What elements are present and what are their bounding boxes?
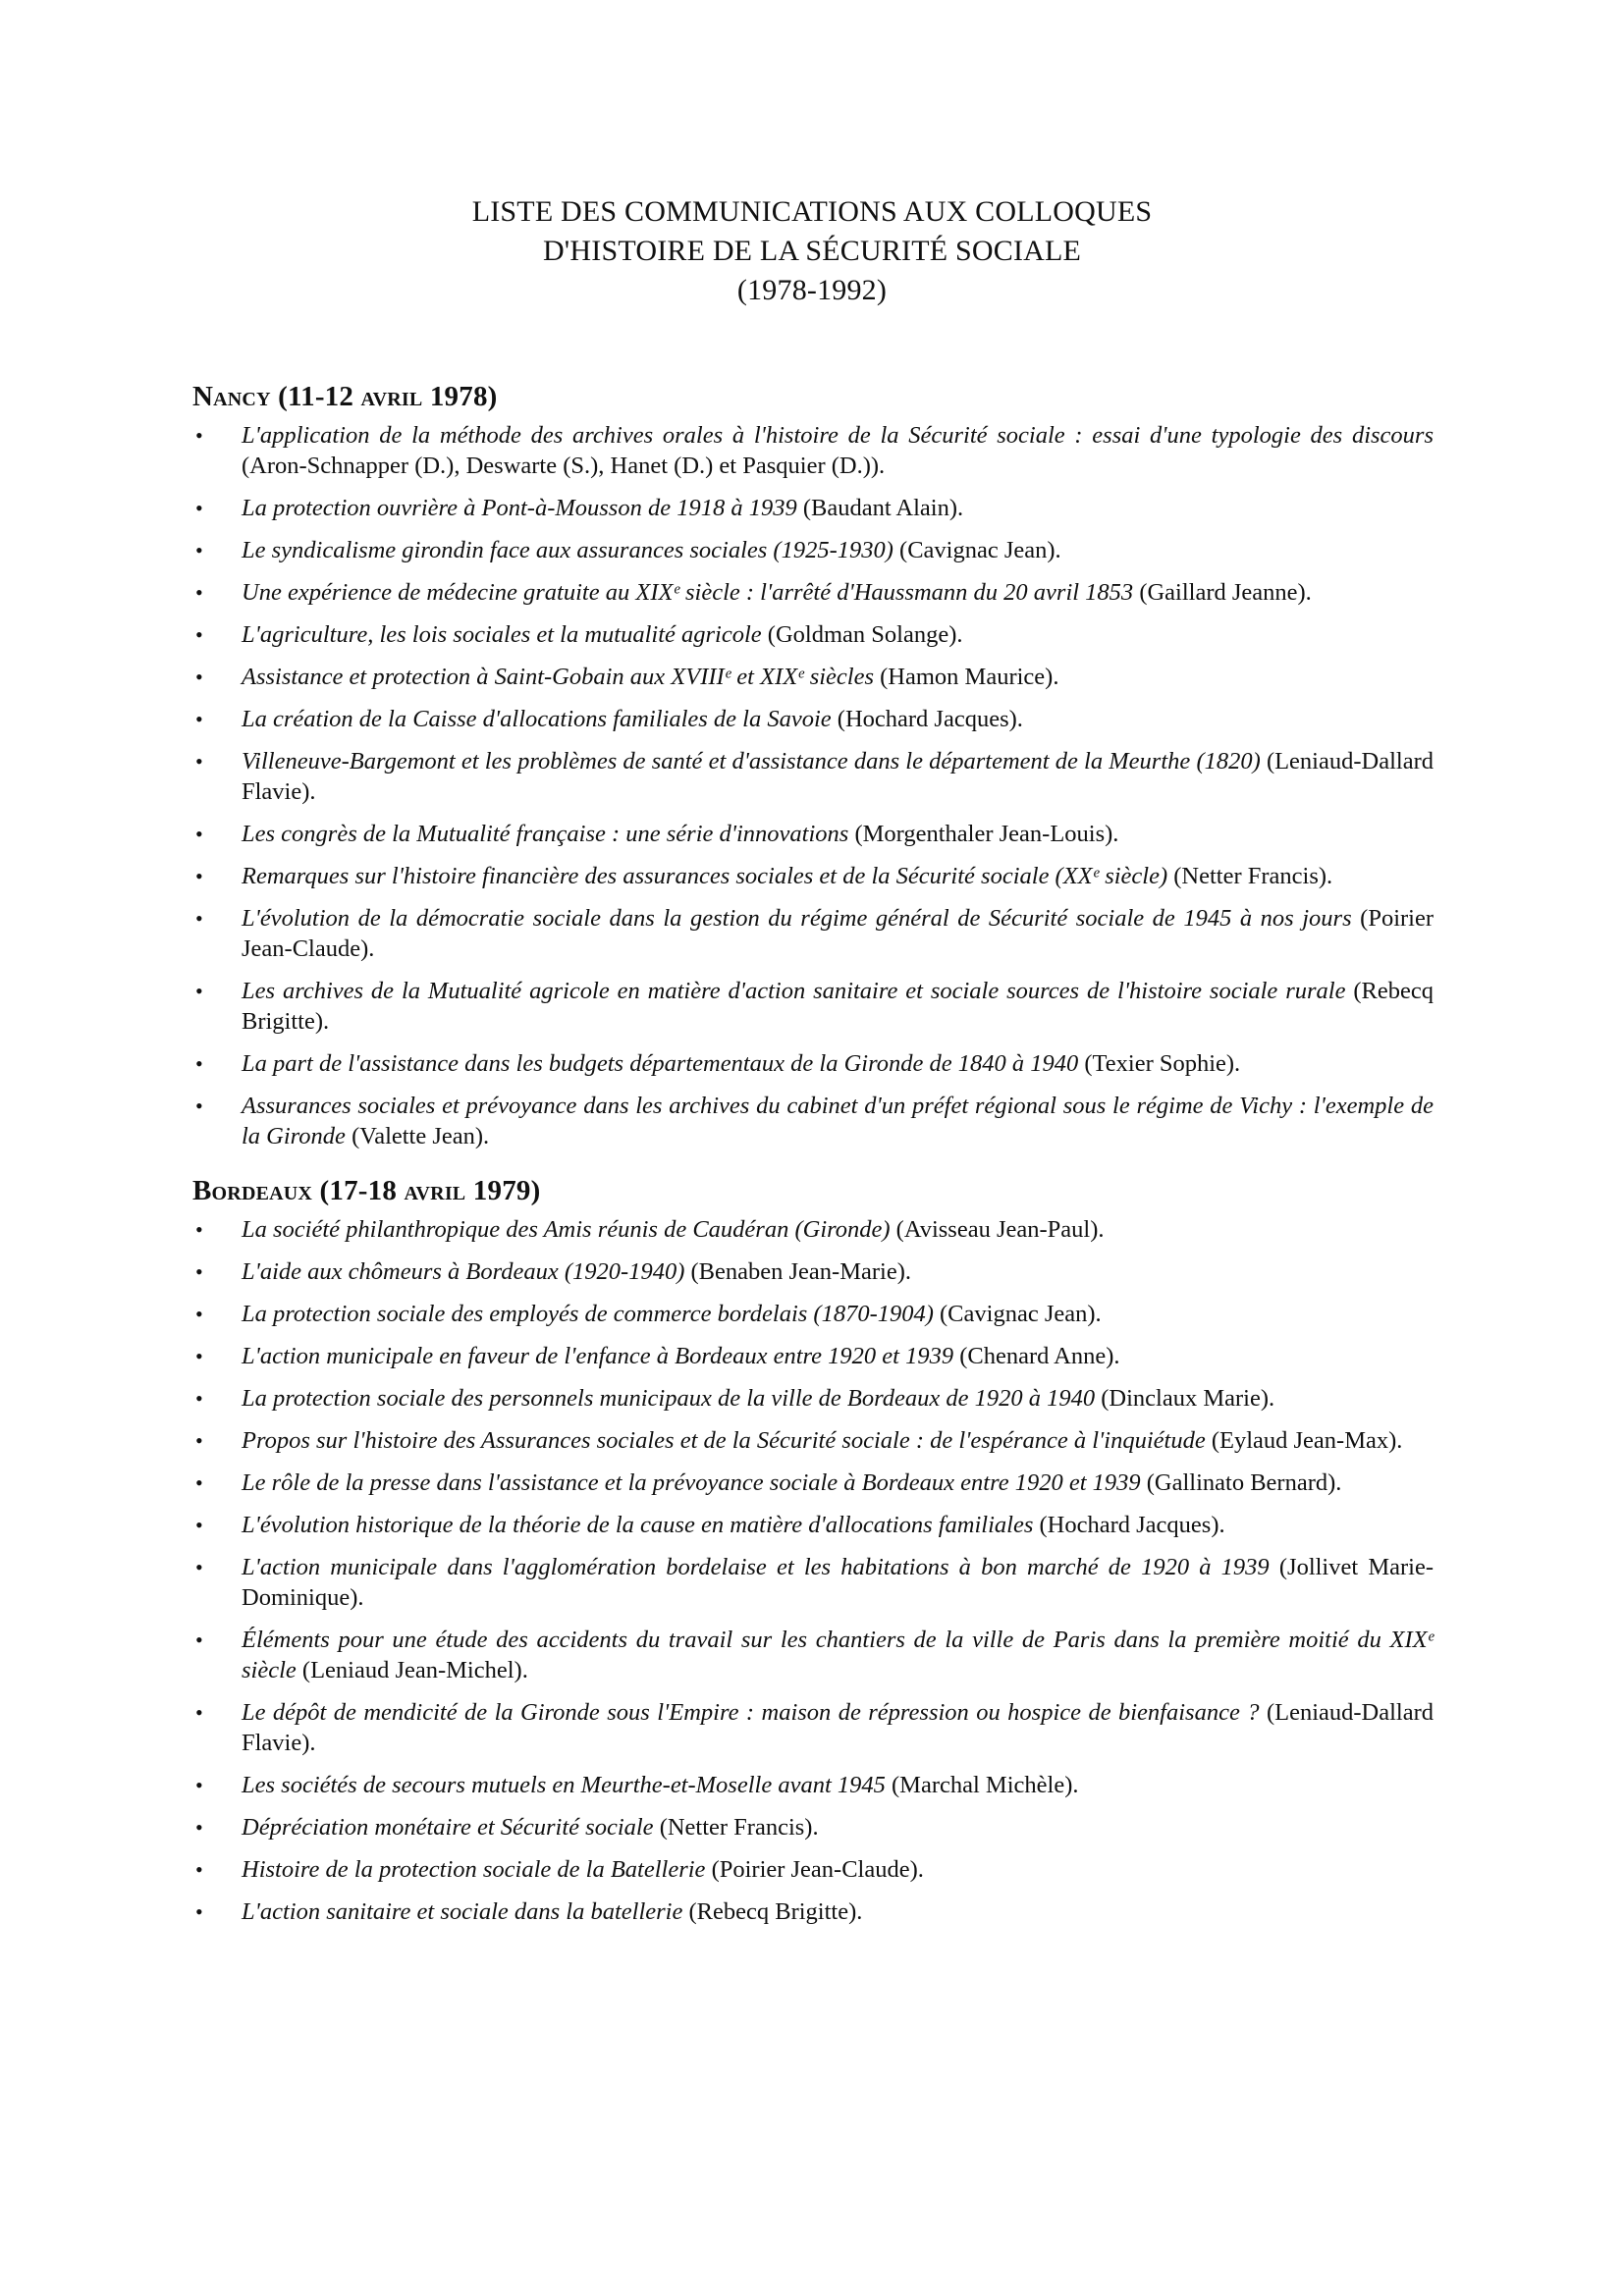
communication-author: (Texier Sophie). <box>1084 1050 1241 1077</box>
bullet-icon: • <box>195 1051 203 1076</box>
communication-author: (Poirier Jean-Claude). <box>242 905 1435 962</box>
communication-author: (Cavignac Jean). <box>899 537 1061 563</box>
bullet-icon: • <box>195 979 203 1003</box>
communication-author: (Goldman Solange). <box>767 621 963 648</box>
list-item <box>192 1770 1434 1800</box>
communication-author: (Hochard Jacques). <box>1039 1512 1225 1538</box>
communication-author: (Benaben Jean-Marie). <box>690 1258 911 1285</box>
communication-title: Le rôle de la presse dans l'assistance et la prévoyance sociale à Bordeaux entre 1920 et 1939 <box>242 1469 1141 1496</box>
list-item <box>192 1256 1434 1287</box>
communication-title: Villeneuve-Bargemont et les problèmes de santé et d'assistance dans le département de la Meurthe (1820) <box>242 748 1261 774</box>
bullet-icon: • <box>195 1899 203 1924</box>
bullet-icon: • <box>195 707 203 731</box>
communication-title: Les archives de la Mutualité agricole en matière d'action sanitaire et sociale sources de l'histoire sociale rurale <box>242 978 1346 1004</box>
bullet-icon: • <box>195 1259 203 1284</box>
communication-title: Le dépôt de mendicité de la Gironde sous l'Empire : maison de répression ou hospice de bienfaisance ? <box>242 1699 1260 1726</box>
list-item <box>192 903 1434 964</box>
communication-title: Propos sur l'histoire des Assurances sociales et de la Sécurité sociale : de l'espérance à l'inquiétude <box>242 1427 1206 1454</box>
communication-title: Histoire de la protection sociale de la Batellerie <box>242 1856 706 1883</box>
title-line-3: (1978-1992) <box>736 274 888 306</box>
bullet-icon: • <box>195 1857 203 1882</box>
list-item <box>192 1625 1434 1685</box>
bullet-icon: • <box>195 496 203 520</box>
communication-title: La création de la Caisse d'allocations familiales de la Savoie <box>242 706 832 732</box>
list-item <box>192 704 1434 734</box>
list-item <box>192 1552 1434 1613</box>
communication-title: Une expérience de médecine gratuite au XIXᵉ siècle : l'arrêté d'Haussmann du 20 avril 1853 <box>242 579 1134 606</box>
communication-author: (Jollivet Marie-Dominique). <box>242 1554 1435 1611</box>
communication-author: (Poirier Jean-Claude). <box>711 1856 924 1883</box>
bullet-icon: • <box>195 1344 203 1368</box>
communication-title: La société philanthropique des Amis réunis de Caudéran (Gironde) <box>242 1216 891 1243</box>
section-heading: Nancy (11-12 avril 1978) <box>192 381 498 412</box>
bullet-icon: • <box>195 1773 203 1797</box>
communications-list <box>192 379 1434 1949</box>
communication-author: (Leniaud Jean-Michel). <box>301 1657 528 1683</box>
communication-title: L'évolution de la démocratie sociale dans la gestion du régime général de Sécurité sociale de 1945 à nos jours <box>242 905 1352 932</box>
communication-title: La protection sociale des personnels municipaux de la ville de Bordeaux de 1920 à 1940 <box>242 1385 1096 1412</box>
bullet-icon: • <box>195 1217 203 1242</box>
title-line-2: D'HISTOIRE DE LA SÉCURITÉ SOCIALE <box>542 235 1082 267</box>
list-item <box>192 976 1434 1037</box>
bullet-icon: • <box>195 1555 203 1579</box>
list-item <box>192 1468 1434 1498</box>
communication-author: (Baudant Alain). <box>802 495 964 521</box>
communication-title: L'action municipale dans l'agglomération bordelaise et les habitations à bon marché de 1920 à 1939 <box>242 1554 1270 1580</box>
bullet-icon: • <box>195 423 203 448</box>
list-item <box>192 1697 1434 1758</box>
communication-title: L'agriculture, les lois sociales et la mutualité agricole <box>242 621 762 648</box>
list-item <box>192 1091 1434 1151</box>
list-item <box>192 493 1434 523</box>
communication-author: (Dinclaux Marie). <box>1101 1385 1275 1412</box>
communication-author: (Gaillard Jeanne). <box>1139 579 1312 606</box>
list-item <box>192 1341 1434 1371</box>
communication-author: (Eylaud Jean-Max). <box>1211 1427 1403 1454</box>
list-item <box>192 1214 1434 1245</box>
list-item <box>192 1812 1434 1842</box>
bullet-icon: • <box>195 1628 203 1652</box>
communication-author: (Netter Francis). <box>1173 863 1333 889</box>
communication-title: La protection sociale des employés de commerce bordelais (1870-1904) <box>242 1301 934 1327</box>
bullet-icon: • <box>195 1094 203 1118</box>
bullet-icon: • <box>195 538 203 562</box>
communication-author: (Hochard Jacques). <box>837 706 1023 732</box>
communication-author: (Leniaud-Dallard Flavie). <box>242 1699 1435 1756</box>
communication-title: La protection ouvrière à Pont-à-Mousson de 1918 à 1939 <box>242 495 797 521</box>
communication-author: (Netter Francis). <box>659 1814 819 1841</box>
bullet-icon: • <box>195 1428 203 1453</box>
communication-author: (Hamon Maurice). <box>880 664 1059 690</box>
list-item <box>192 577 1434 608</box>
communication-author: (Morgenthaler Jean-Louis). <box>854 821 1119 847</box>
entry-list <box>192 420 1434 1151</box>
communication-author: (Gallinato Bernard). <box>1146 1469 1342 1496</box>
list-item <box>192 662 1434 692</box>
bullet-icon: • <box>195 1700 203 1725</box>
communication-author: (Cavignac Jean). <box>940 1301 1102 1327</box>
communication-title: L'action municipale en faveur de l'enfance à Bordeaux entre 1920 et 1939 <box>242 1343 954 1369</box>
communication-title: L'évolution historique de la théorie de la cause en matière d'allocations familiales <box>242 1512 1034 1538</box>
communication-title: Le syndicalisme girondin face aux assurances sociales (1925-1930) <box>242 537 893 563</box>
communication-title: Assurances sociales et prévoyance dans les archives du cabinet d'un préfet régional sous le régime de Vichy : l'exemple de la Gironde <box>242 1093 1434 1149</box>
document-title <box>0 192 1624 310</box>
list-item <box>192 1383 1434 1414</box>
bullet-icon: • <box>195 906 203 931</box>
bullet-icon: • <box>195 864 203 888</box>
communication-title: La part de l'assistance dans les budgets départementaux de la Gironde de 1840 à 1940 <box>242 1050 1079 1077</box>
communication-title: Assistance et protection à Saint-Gobain aux XVIIIᵉ et XIXᵉ siècles <box>242 664 875 690</box>
entry-list <box>192 1214 1434 1927</box>
list-item <box>192 1425 1434 1456</box>
communication-author: (Leniaud-Dallard Flavie). <box>242 748 1434 805</box>
communication-author: (Valette Jean). <box>352 1123 490 1149</box>
list-item <box>192 819 1434 849</box>
communication-author: (Chenard Anne). <box>959 1343 1120 1369</box>
communication-author: (Rebecq Brigitte). <box>242 978 1434 1035</box>
bullet-icon: • <box>195 1302 203 1326</box>
bullet-icon: • <box>195 1815 203 1840</box>
communication-author: (Marchal Michèle). <box>892 1772 1079 1798</box>
bullet-icon: • <box>195 1386 203 1411</box>
colloque-section <box>192 379 1434 1151</box>
communication-title: L'aide aux chômeurs à Bordeaux (1920-1940) <box>242 1258 685 1285</box>
list-item <box>192 535 1434 565</box>
communication-author: (Aron-Schnapper (D.), Deswarte (S.), Hanet (D.) et Pasquier (D.)). <box>242 453 886 479</box>
list-item <box>192 619 1434 650</box>
list-item <box>192 1299 1434 1329</box>
title-line-1: LISTE DES COMMUNICATIONS AUX COLLOQUES <box>471 195 1153 228</box>
bullet-icon: • <box>195 622 203 647</box>
communication-author: (Avisseau Jean-Paul). <box>895 1216 1105 1243</box>
bullet-icon: • <box>195 749 203 774</box>
communication-title: L'application de la méthode des archives orales à l'histoire de la Sécurité sociale : essai d'une typologie des discours <box>242 422 1434 449</box>
bullet-icon: • <box>195 665 203 689</box>
list-item <box>192 1048 1434 1079</box>
colloque-section <box>192 1173 1434 1927</box>
list-item <box>192 861 1434 891</box>
bullet-icon: • <box>195 1470 203 1495</box>
bullet-icon: • <box>195 822 203 846</box>
list-item <box>192 1896 1434 1927</box>
communication-title: Les sociétés de secours mutuels en Meurthe-et-Moselle avant 1945 <box>242 1772 886 1798</box>
bullet-icon: • <box>195 1513 203 1537</box>
list-item <box>192 1510 1434 1540</box>
communication-title: Éléments pour une étude des accidents du travail sur les chantiers de la ville de Paris dans la première moitié du XIXᵉ siècle <box>242 1627 1434 1683</box>
communication-title: L'action sanitaire et sociale dans la batellerie <box>242 1898 683 1925</box>
communication-title: Dépréciation monétaire et Sécurité sociale <box>242 1814 654 1841</box>
list-item <box>192 420 1434 481</box>
communication-title: Les congrès de la Mutualité française : une série d'innovations <box>242 821 849 847</box>
bullet-icon: • <box>195 580 203 605</box>
communication-author: (Rebecq Brigitte). <box>688 1898 863 1925</box>
section-heading: Bordeaux (17-18 avril 1979) <box>192 1175 541 1206</box>
communication-title: Remarques sur l'histoire financière des assurances sociales et de la Sécurité sociale (XXᵉ siècle) <box>242 863 1168 889</box>
list-item <box>192 746 1434 807</box>
list-item <box>192 1854 1434 1885</box>
